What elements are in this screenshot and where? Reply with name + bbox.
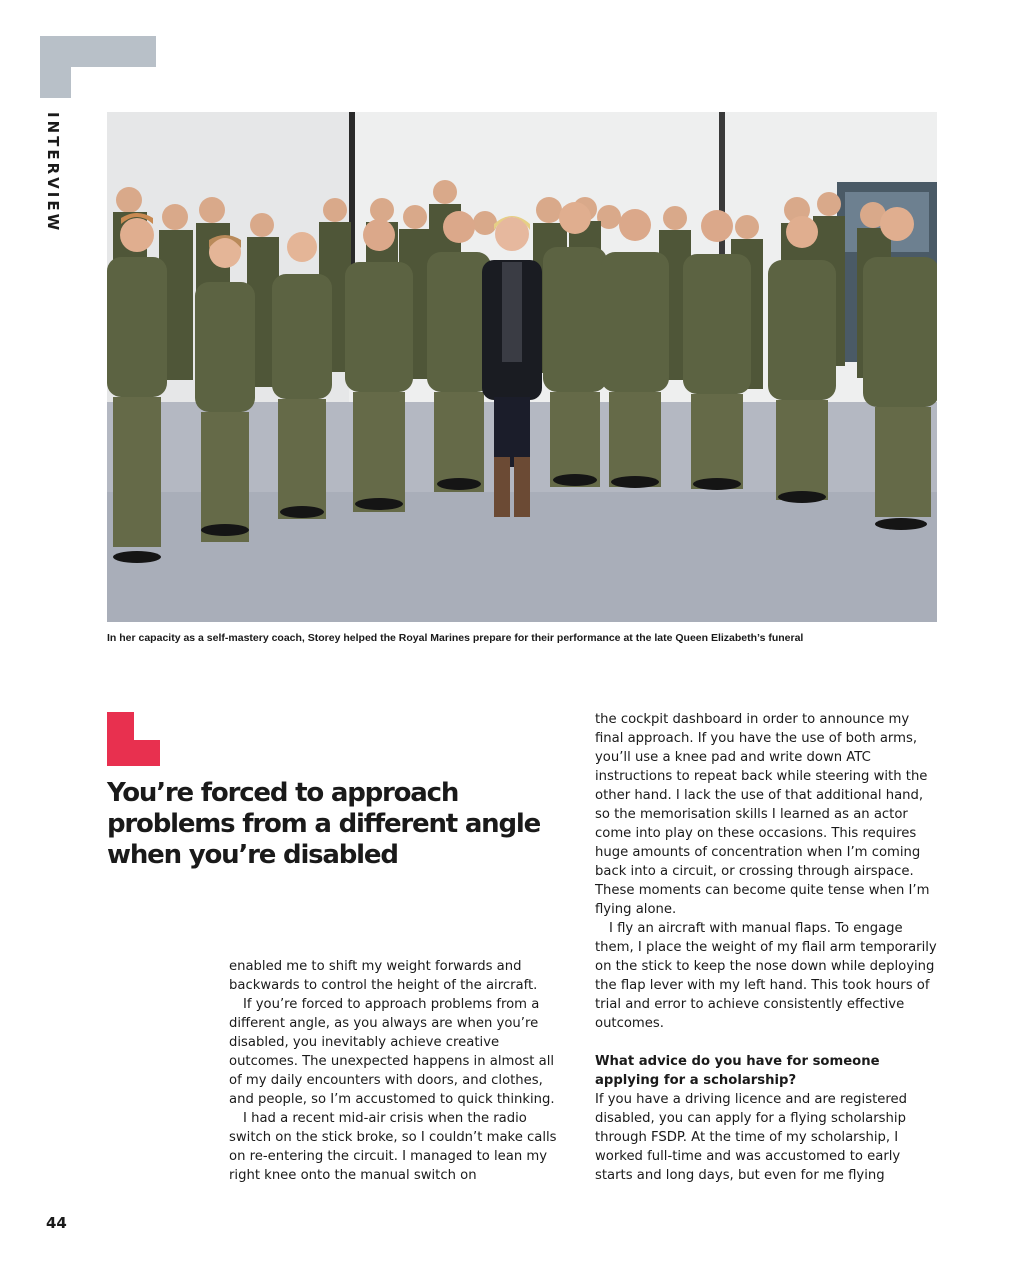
paragraph: I had a recent mid-air crisis when the radio switch on the stick broke, so I couldn’t make calls on re-entering the circuit. I managed to lean my right knee onto the manual switch on	[229, 1111, 557, 1183]
pull-quote-mark-bottom	[107, 740, 160, 766]
paragraph: If you’re forced to approach problems from a different angle, as you always are when you’re disabled, you inevitably achieve creative outcomes. The unexpected happens in almost all of my daily encounters with doors, and clothes, and people, so I’m accustomed to quick thinking.	[229, 997, 555, 1107]
paragraph: If you have a driving licence and are registered disabled, you can apply for a flying scholarship through FSDP. At the time of my scholarship, I worked full-time and was accustomed to early starts and long days, but even for me flying	[595, 1092, 907, 1183]
page-number: 44	[46, 1214, 67, 1232]
pull-quote: You’re forced to approach problems from a different angle when you’re disabled	[107, 778, 541, 870]
group-photo	[107, 112, 937, 622]
corner-bracket-side	[40, 36, 71, 98]
article-column-1	[229, 957, 569, 1185]
article-column-2	[595, 710, 941, 1185]
photo-caption: In her capacity as a self-mastery coach, Storey helped the Royal Marines prepare for their performance at the late Queen Elizabeth’s funeral	[107, 632, 804, 644]
paragraph: I fly an aircraft with manual flaps. To engage them, I place the weight of my flail arm temporarily on the stick to keep the nose down while deploying the flap lever with my left hand. This took hours of trial and error to achieve consistently effective outcomes.	[595, 921, 937, 1031]
section-label: INTERVIEW	[44, 112, 62, 234]
paragraph: the cockpit dashboard in order to announce my final approach. If you have the use of both arms, you’ll use a knee pad and write down ATC instructions to repeat back while steering with the other hand. I lack the use of that additional hand, so the memorisation skills I learned as an actor come into play on these occasions. This requires huge amounts of concentration when I’m coming back into a circuit, or crossing through airspace. These moments can become quite tense when I’m flying alone.	[595, 712, 930, 917]
interview-question: What advice do you have for someone applying for a scholarship?	[595, 1054, 880, 1088]
paragraph: enabled me to shift my weight forwards and backwards to control the height of the aircraft.	[229, 959, 538, 993]
